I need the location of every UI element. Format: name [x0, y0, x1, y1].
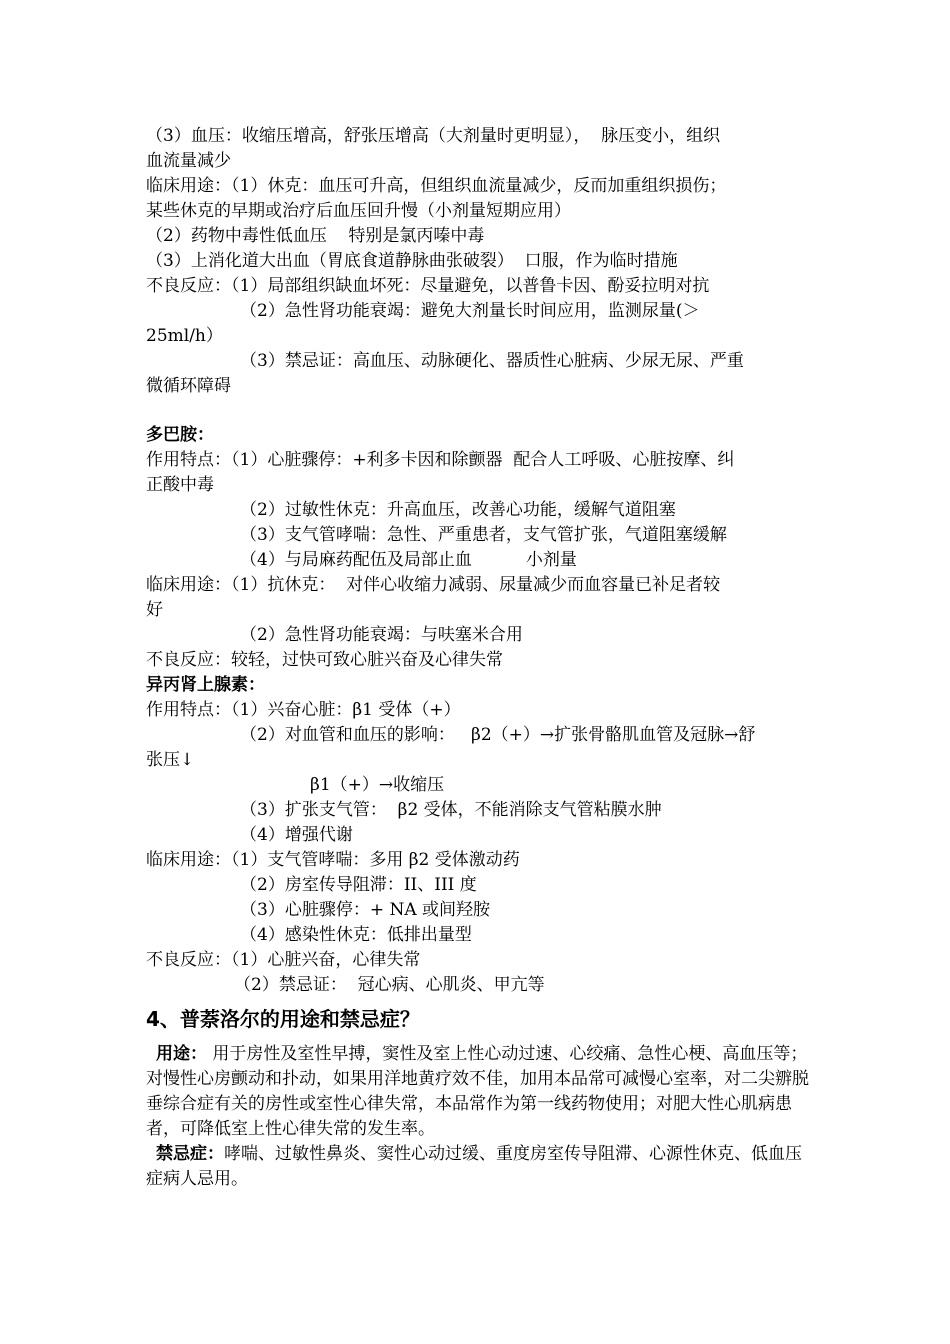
- text-line: （3）扩张支气管： β2 受体，不能消除支气管粘膜水肿: [240, 800, 662, 820]
- text-line: 张压↓: [146, 750, 195, 770]
- contra-paragraph: [146, 1142, 810, 1192]
- text-line: （3）支气管哮喘：急性、严重患者，支气管扩张，气道阻塞缓解: [240, 525, 727, 545]
- text-line: 临床用途：（1）支气管哮喘：多用 β2 受体激动药: [146, 850, 520, 870]
- text-line: 作用特点：（1）心脏骤停：+利多卡因和除颤器 配合人工呼吸、心脏按摩、纠: [146, 450, 735, 470]
- document-page: [146, 124, 810, 1192]
- text-line: （4）感染性休克：低排出量型: [240, 925, 472, 945]
- text-line: （2）急性肾功能衰竭：与呋塞米合用: [240, 625, 523, 645]
- text-line: （2）对血管和血压的影响： β2（+）→扩张骨骼肌血管及冠脉→舒: [240, 725, 756, 745]
- text-line: （4）与局麻药配伍及局部止血 小剂量: [240, 550, 577, 570]
- text-line: β1（+）→收缩压: [310, 775, 445, 795]
- blank-line: [146, 399, 810, 423]
- text-line: 某些休克的早期或治疗后血压回升慢（小剂量短期应用）: [146, 201, 571, 221]
- text-line: （2）过敏性休克：升高血压，改善心功能，缓解气道阻塞: [240, 500, 676, 520]
- text-line: 好: [146, 600, 163, 620]
- text-line: （3）禁忌证：高血压、动脉硬化、器质性心脏病、少尿无尿、严重: [240, 351, 744, 371]
- text-line: 血流量减少: [146, 151, 231, 171]
- text-line: （2）急性肾功能衰竭：避免大剂量长时间应用，监测尿量(＞: [240, 301, 700, 321]
- text-line: （2）药物中毒性低血压 特别是氯丙嗪中毒: [146, 226, 485, 246]
- question-heading: 4、普萘洛尔的用途和禁忌症？: [146, 1007, 420, 1031]
- text-line: （3）心脏骤停：+ NA 或间羟胺: [240, 900, 491, 920]
- use-text: 用于房性及室性早搏，窦性及室上性心动过速、心绞痛、急性心梗、高血压等；对慢性心房颤动和扑动，如果用洋地黄疗效不佳，加用本品常可减慢心室率，对二尖辧脱垂综合症有关的房性或室性心律失常，本品常作为第一线药物使用；对肥大性心肌病患者，可降低室上性心律失常的发生率。: [146, 1044, 809, 1139]
- text-line: 微循环障碍: [146, 376, 231, 396]
- contra-label: 禁忌症：: [156, 1144, 224, 1164]
- text-line: 临床用途：（1）抗休克： 对伴心收缩力减弱、尿量减少而血容量已补足者较: [146, 575, 721, 595]
- text-line: 25ml/h）: [146, 326, 223, 346]
- contra-text: 哮喘、过敏性鼻炎、窦性心动过缓、重度房室传导阻滞、心源性休克、低血压症病人忌用。: [146, 1144, 802, 1189]
- text-line: （2）房室传导阻滞：II、III 度: [240, 875, 477, 895]
- text-line: 作用特点：（1）兴奋心脏：β1 受体（+）: [146, 700, 461, 720]
- text-line: 临床用途：（1）休克：血压可升高，但组织血流量减少，反而加重组织损伤；: [146, 176, 727, 196]
- text-line: （4）增强代谢: [240, 825, 353, 845]
- use-paragraph: [146, 1042, 810, 1142]
- section-title-dopamine: 多巴胺：: [146, 425, 214, 445]
- text-line: 不良反应：（1）局部组织缺血坏死：尽量避免，以普鲁卡因、酚妥拉明对抗: [146, 276, 710, 296]
- text-line: 不良反应：较轻，过快可致心脏兴奋及心律失常: [146, 650, 503, 670]
- text-line: 不良反应：（1）心脏兴奋，心律失常: [146, 950, 421, 970]
- text-line: （3）上消化道大出血（胃底食道静脉曲张破裂） 口服，作为临时措施: [146, 251, 678, 271]
- use-label: 用途：: [156, 1044, 207, 1064]
- text-line: （2）禁忌证： 冠心病、心肌炎、甲亢等: [234, 975, 545, 995]
- section-title-isoprenaline: 异丙肾上腺素：: [146, 675, 265, 695]
- text-line: （3）血压：收缩压增高，舒张压增高（大剂量时更明显）， 脉压变小，组织: [146, 126, 721, 146]
- text-line: 正酸中毒: [146, 475, 214, 495]
